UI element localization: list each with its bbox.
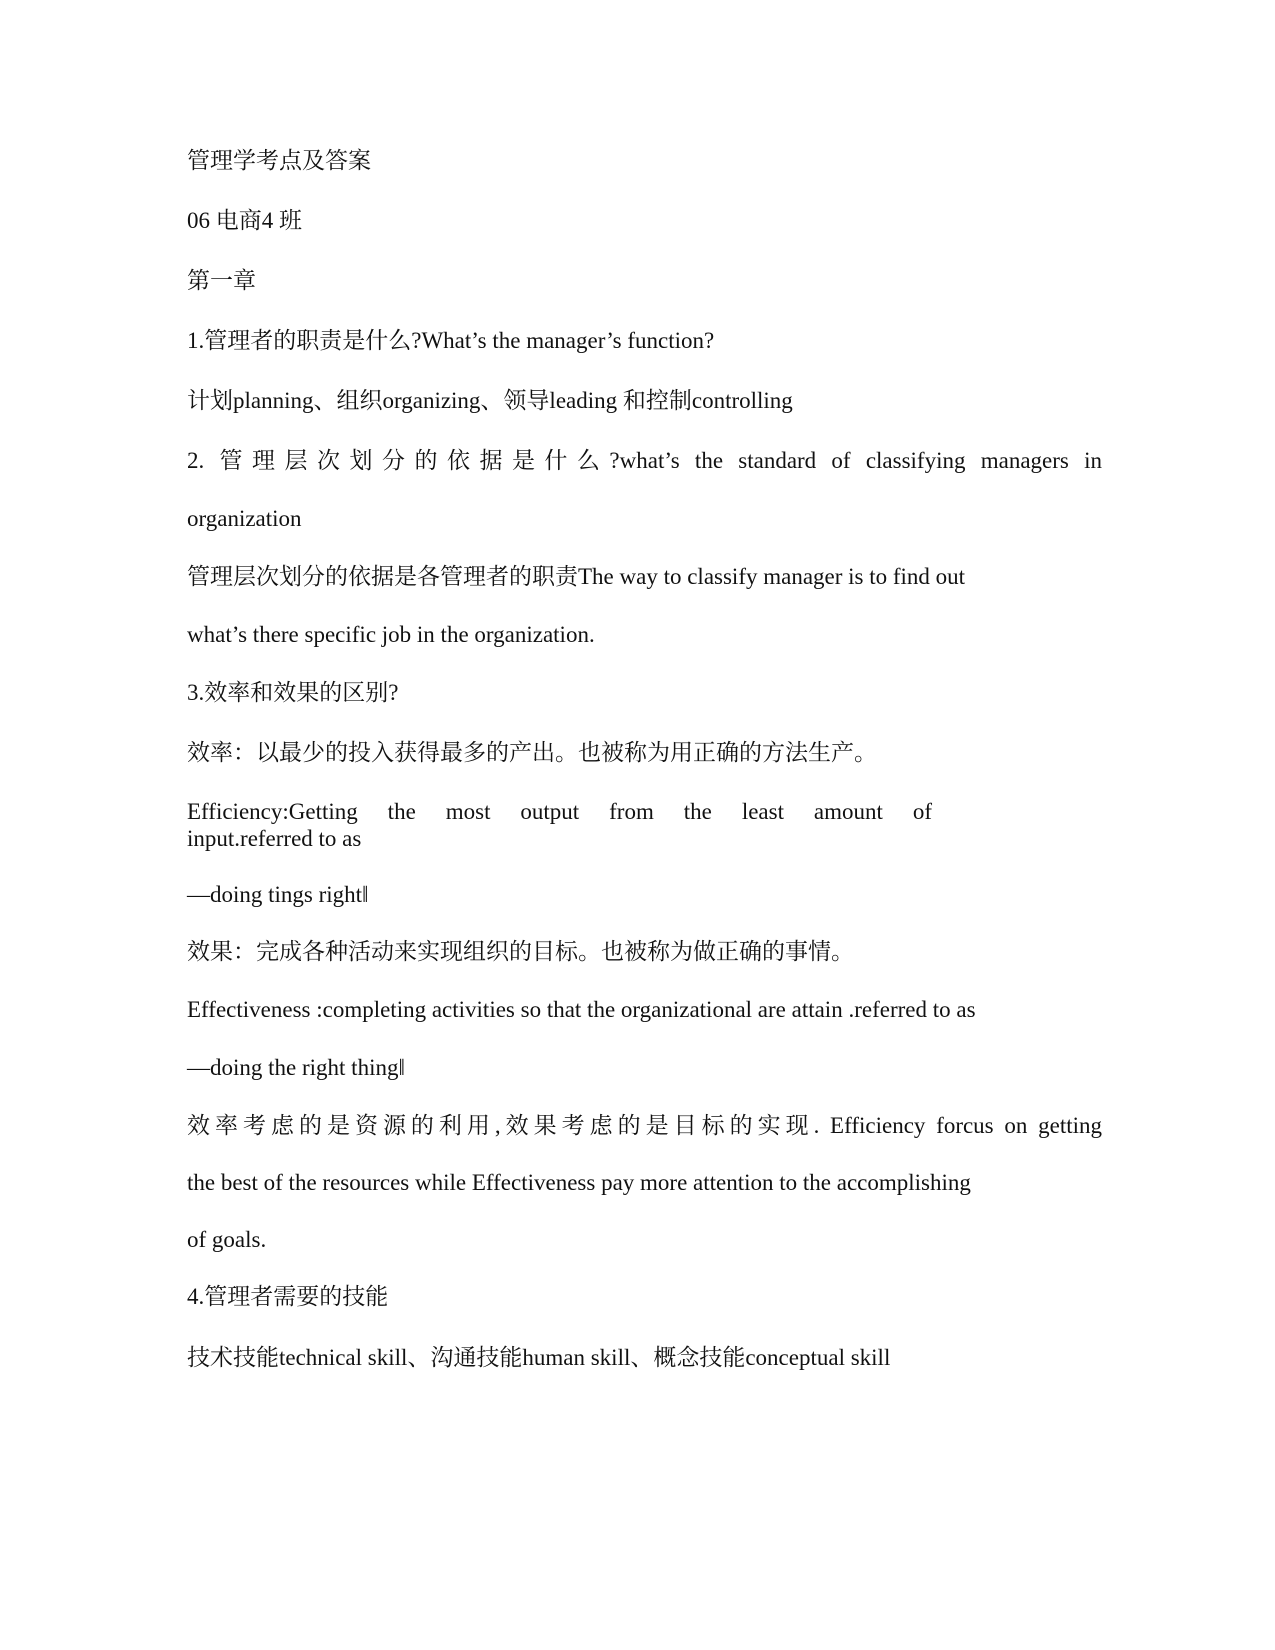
comparison-line-2: the best of the resources while Effectiveness pay more attention to the accomplishing xyxy=(187,1170,971,1195)
efficiency-definition-cn: 效率：以最少的投入获得最多的产出。也被称为用正确的方法生产。 xyxy=(187,740,877,765)
efficiency-definition-en-line-3: —doing tings right‖ xyxy=(187,882,369,907)
effectiveness-definition-cn: 效果：完成各种活动来实现组织的目标。也被称为做正确的事情。 xyxy=(187,939,854,964)
question-4: 4.管理者需要的技能 xyxy=(187,1284,389,1309)
answer-2-line-1: 管理层次划分的依据是各管理者的职责The way to classify manager is to find out xyxy=(187,564,966,589)
efficiency-definition-en-line-2: input.referred to as xyxy=(187,826,362,851)
class-label: 06 电商4 班 xyxy=(187,208,302,233)
answer-1: 计划planning、组织organizing、领导leading 和控制controlling xyxy=(187,388,793,413)
document-title: 管理学考点及答案 xyxy=(187,148,371,173)
efficiency-definition-en-line-1: Efficiency:Getting the most output from the least amount of xyxy=(187,799,932,824)
question-2-line-1: 2. 管理层次划分的依据是什么?what’s the standard of classifying managers in xyxy=(187,448,1102,473)
answer-2-line-2: what’s there specific job in the organization. xyxy=(187,622,595,647)
effectiveness-definition-en-line-1: Effectiveness :completing activities so that the organizational are attain .referred to as xyxy=(187,997,976,1022)
question-1: 1.管理者的职责是什么?What’s the manager’s function? xyxy=(187,328,715,353)
effectiveness-definition-en-line-2: —doing the right thing‖ xyxy=(187,1055,405,1080)
question-3: 3.效率和效果的区别? xyxy=(187,680,399,705)
chapter-heading: 第一章 xyxy=(187,268,256,293)
answer-4: 技术技能technical skill、沟通技能human skill、概念技能conceptual skill xyxy=(187,1345,891,1370)
comparison-line-3: of goals. xyxy=(187,1227,267,1252)
comparison-line-1: 效率考虑的是资源的利用,效果考虑的是目标的实现. Efficiency forcus on getting xyxy=(187,1113,1102,1138)
question-2-line-2: organization xyxy=(187,506,302,531)
